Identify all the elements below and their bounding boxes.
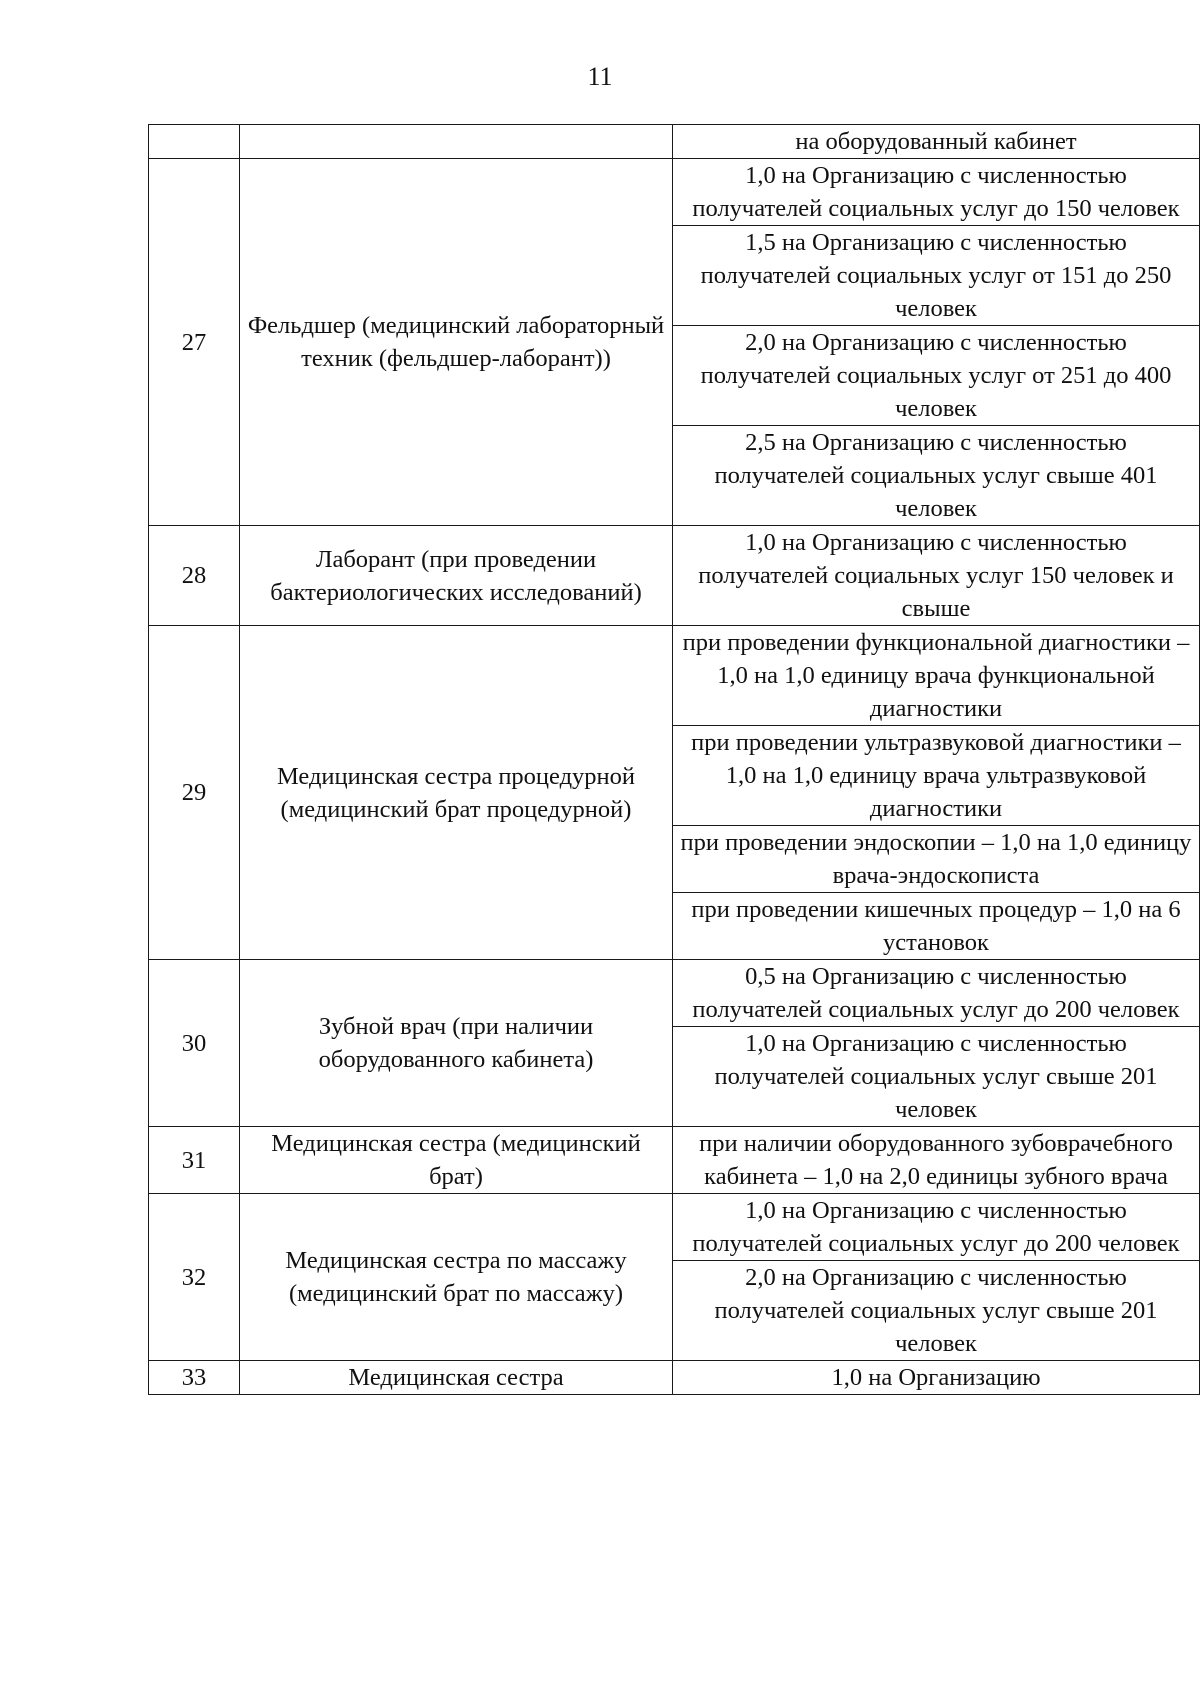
row-number-cell: 29 <box>149 626 240 960</box>
table-row <box>149 1194 1200 1261</box>
norm-cell: на оборудованный кабинет <box>673 125 1200 159</box>
norm-cell: при проведении функциональной диагностики – 1,0 на 1,0 единицу врача функциональной диагностики <box>673 626 1200 726</box>
norm-cell: 1,5 на Организацию с численностью получателей социальных услуг от 151 до 250 человек <box>673 226 1200 326</box>
table-row <box>149 526 1200 626</box>
position-cell: Медицинская сестра (медицинский брат) <box>240 1127 673 1194</box>
norm-cell: при проведении кишечных процедур – 1,0 на 6 установок <box>673 893 1200 960</box>
norm-cell: 2,5 на Организацию с численностью получателей социальных услуг свыше 401 человек <box>673 426 1200 526</box>
row-number-cell: 27 <box>149 159 240 526</box>
table-body <box>149 125 1200 1395</box>
table-row <box>149 960 1200 1027</box>
row-number-cell <box>149 125 240 159</box>
row-number-cell: 30 <box>149 960 240 1127</box>
row-number-cell: 32 <box>149 1194 240 1361</box>
norm-cell: 2,0 на Организацию с численностью получателей социальных услуг от 251 до 400 человек <box>673 326 1200 426</box>
table-row <box>149 1127 1200 1194</box>
norm-cell: 1,0 на Организацию с численностью получателей социальных услуг 150 человек и свыше <box>673 526 1200 626</box>
table-row <box>149 626 1200 726</box>
row-number-cell: 31 <box>149 1127 240 1194</box>
norm-cell: при проведении ультразвуковой диагностики – 1,0 на 1,0 единицу врача ультразвуковой диагностики <box>673 726 1200 826</box>
position-cell: Зубной врач (при наличии оборудованного кабинета) <box>240 960 673 1127</box>
position-cell: Медицинская сестра <box>240 1361 673 1395</box>
row-number-cell: 33 <box>149 1361 240 1395</box>
norm-cell: 2,0 на Организацию с численностью получателей социальных услуг свыше 201 человек <box>673 1261 1200 1361</box>
staffing-norms-table <box>148 124 1200 1395</box>
page-number: 11 <box>587 62 613 91</box>
norm-cell: при проведении эндоскопии – 1,0 на 1,0 единицу врача-эндоскописта <box>673 826 1200 893</box>
norm-cell: 1,0 на Организацию <box>673 1361 1200 1395</box>
norm-cell: 0,5 на Организацию с численностью получателей социальных услуг до 200 человек <box>673 960 1200 1027</box>
position-cell: Медицинская сестра по массажу (медицинский брат по массажу) <box>240 1194 673 1361</box>
norm-cell: 1,0 на Организацию с численностью получателей социальных услуг свыше 201 человек <box>673 1027 1200 1127</box>
continuation-row <box>149 125 1200 159</box>
position-cell: Лаборант (при проведении бактериологических исследований) <box>240 526 673 626</box>
row-number-cell: 28 <box>149 526 240 626</box>
norm-cell: 1,0 на Организацию с численностью получателей социальных услуг до 150 человек <box>673 159 1200 226</box>
position-cell <box>240 125 673 159</box>
table-row <box>149 159 1200 226</box>
norm-cell: 1,0 на Организацию с численностью получателей социальных услуг до 200 человек <box>673 1194 1200 1261</box>
position-cell: Медицинская сестра процедурной (медицинский брат процедурной) <box>240 626 673 960</box>
norm-cell: при наличии оборудованного зубоврачебного кабинета – 1,0 на 2,0 единицы зубного врача <box>673 1127 1200 1194</box>
position-cell: Фельдшер (медицинский лабораторный техник (фельдшер-лаборант)) <box>240 159 673 526</box>
table-row <box>149 1361 1200 1395</box>
